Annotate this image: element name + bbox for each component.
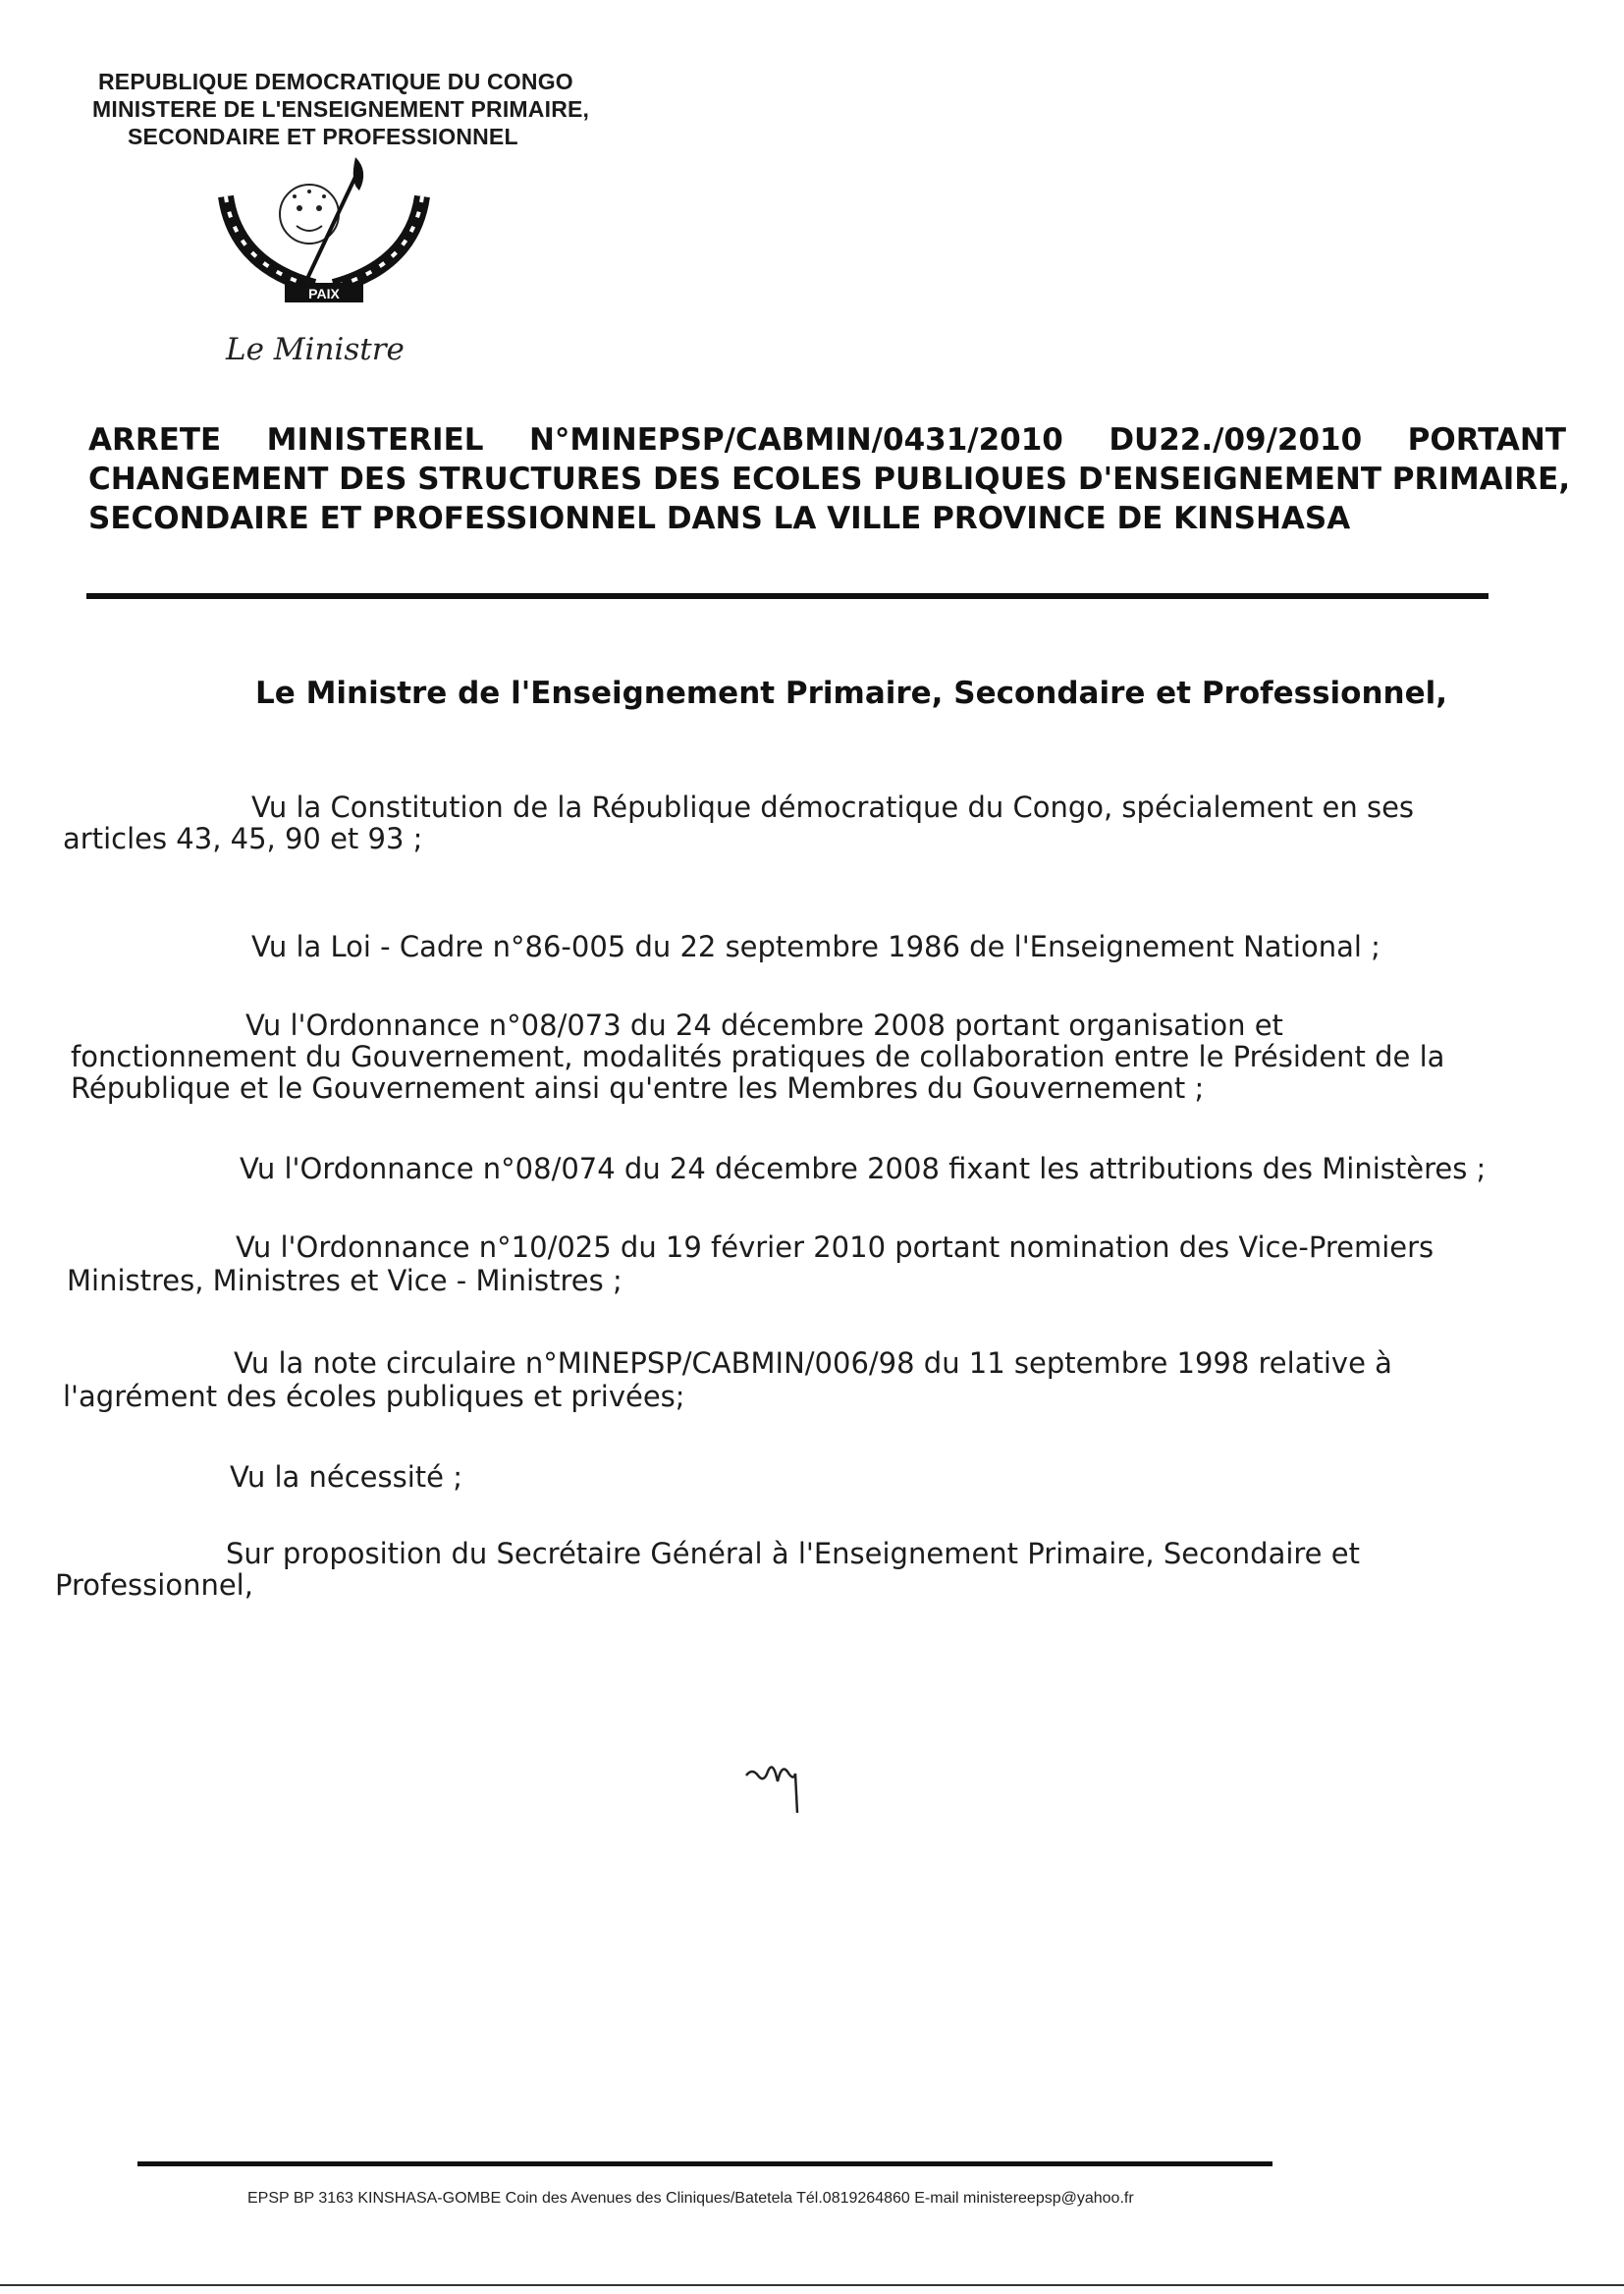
title-line-2-text: CHANGEMENT DES STRUCTURES DES ECOLES PUBLIQUES D'ENSEIGNEMENT PRIMAIRE, (88, 462, 1571, 497)
title-decree-date: DU22./09/2010 (1109, 422, 1363, 458)
leopard-mouth (297, 226, 322, 231)
title-underline (86, 593, 1489, 599)
leopard-eye-left (297, 205, 302, 211)
consideration-ordonnance-025-line-2: Ministres, Ministres et Vice - Ministres ; (67, 1264, 623, 1297)
consideration-ordonnance-073-line-3: République et le Gouvernement ainsi qu'entre les Membres du Gouvernement ; (71, 1071, 1205, 1105)
initials-stroke (746, 1767, 797, 1813)
ordonnance-073-text-1: Vu l'Ordonnance n°08/073 du 24 décembre 2008 portant organisation et (245, 1009, 1283, 1042)
handwritten-initials (742, 1754, 811, 1819)
seal-banner-text: PAIX (308, 286, 340, 301)
letterhead-line-1: REPUBLIQUE DEMOCRATIQUE DU CONGO (98, 69, 573, 94)
spear-tip (353, 157, 363, 191)
footer-rule (137, 2161, 1272, 2166)
consideration-loi-cadre: Vu la Loi - Cadre n°86-005 du 22 septembre 1986 de l'Enseignement National ; (251, 930, 1380, 963)
title-word-ministeriel: MINISTERIEL (266, 422, 484, 458)
minister-heading: Le Ministre de l'Enseignement Primaire, Secondaire et Professionnel, (255, 676, 1448, 711)
title-line-1 (88, 422, 1566, 458)
consideration-ordonnance-073-line-2: fonctionnement du Gouvernement, modalités pratiques de collaboration entre le Président de la (71, 1040, 1445, 1073)
note-circulaire-text-1: Vu la note circulaire n°MINEPSP/CABMIN/006/98 du 11 septembre 1998 relative à (234, 1346, 1392, 1380)
page-bottom-edge (0, 2284, 1624, 2286)
proposition-text-1: Sur proposition du Secrétaire Général à l'Enseignement Primaire, Secondaire et (226, 1537, 1360, 1570)
proposition-line-2: Professionnel, (55, 1568, 253, 1602)
constitution-text-1: Vu la Constitution de la République démocratique du Congo, spécialement en ses (251, 791, 1415, 824)
proposition-line-1 (226, 1537, 1502, 1570)
laurel-right (334, 196, 422, 287)
title-word-portant: PORTANT (1407, 422, 1566, 458)
consideration-ordonnance-074: Vu l'Ordonnance n°08/074 du 24 décembre 2008 fixant les attributions des Ministères ; (240, 1152, 1487, 1185)
consideration-ordonnance-073-line-1 (245, 1011, 1512, 1040)
title-line-2 (88, 462, 1571, 497)
consideration-note-circulaire-line-1 (234, 1346, 1510, 1380)
consideration-ordonnance-025-line-1 (236, 1230, 1512, 1264)
letterhead-line-3: SECONDAIRE ET PROFESSIONNEL (128, 124, 518, 149)
signatory-heading: Le Ministre (226, 332, 405, 367)
consideration-necessite: Vu la nécessité ; (230, 1460, 462, 1494)
coat-of-arms-emblem (206, 157, 442, 314)
consideration-note-circulaire-line-2: l'agrément des écoles publiques et privées; (63, 1380, 685, 1413)
title-line-3: SECONDAIRE ET PROFESSIONNEL DANS LA VILLE PROVINCE DE KINSHASA (88, 501, 1351, 536)
title-word-arrete: ARRETE (88, 422, 222, 458)
title-decree-number: N°MINEPSP/CABMIN/0431/2010 (528, 422, 1063, 458)
letterhead-line-2: MINISTERE DE L'ENSEIGNEMENT PRIMAIRE, (92, 96, 590, 122)
consideration-constitution-line-2: articles 43, 45, 90 et 93 ; (63, 822, 423, 855)
ordonnance-025-text-1: Vu l'Ordonnance n°10/025 du 19 février 2010 portant nomination des Vice-Premiers (236, 1230, 1435, 1264)
consideration-constitution-line-1 (251, 793, 1518, 822)
footer-address: EPSP BP 3163 KINSHASA-GOMBE Coin des Avenues des Cliniques/Batetela Tél.0819264860 E-mail ministereepsp@yahoo.fr (247, 2190, 1134, 2207)
leopard-eye-right (316, 205, 322, 211)
